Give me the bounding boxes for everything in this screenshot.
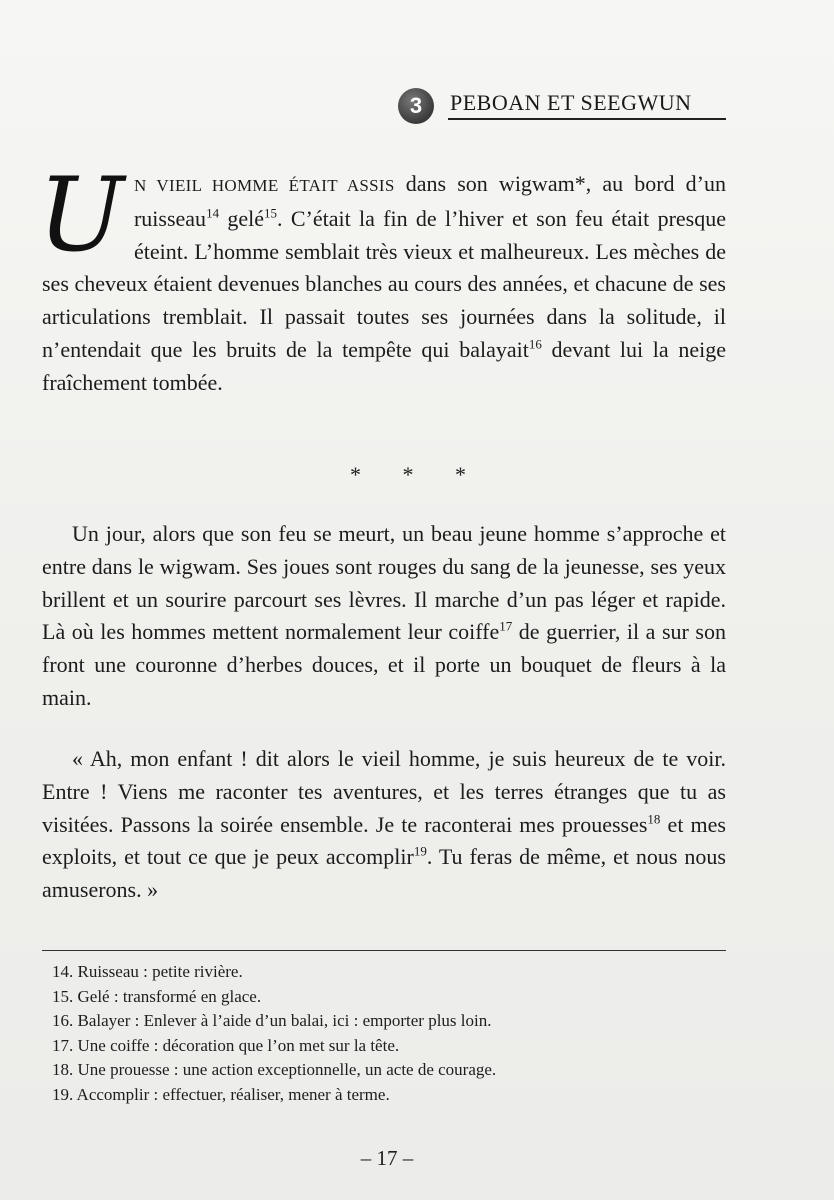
chapter-number-badge: 3 <box>398 88 434 124</box>
footnote-ref-15: 15 <box>264 205 278 221</box>
footnote-ref-19: 19 <box>413 844 427 860</box>
footnote-item: 14. Ruisseau : petite rivière. <box>52 962 243 981</box>
header-underline <box>448 118 726 120</box>
footnote-ref-18: 18 <box>647 811 661 827</box>
text-segment: dans son wigwam*, au bord d’un ruisseau <box>133 171 726 231</box>
footnote-item: 15. Gelé : transformé en glace. <box>52 986 262 1006</box>
footnote-ref-17: 17 <box>499 619 513 635</box>
paragraph-second <box>42 518 726 715</box>
drop-cap-letter: U <box>38 156 124 275</box>
opening-small-caps: N VIEIL HOMME ÉTAIT ASSIS <box>133 176 395 195</box>
footnote-item: 19. Accomplir : effectuer, réaliser, mener à terme. <box>52 1084 390 1104</box>
footnote-item: 18. Une prouesse : une action exceptionnelle, un acte de courage. <box>52 1060 497 1079</box>
chapter-header <box>398 86 728 122</box>
page-number: – 17 – <box>360 1146 414 1170</box>
footnote-ref-16: 16 <box>528 336 542 352</box>
footnote-item: 17. Une coiffe : décoration que l’on met sur la tête. <box>52 1035 400 1055</box>
footnote-divider <box>42 950 726 951</box>
text-segment: . C’était la fin de l’hiver et son feu était presque éteint. L’homme semblait très vieux et malheureux. Les mèches de ses cheveux étaient devenues blanches au cours des années, et chacune de ses articulations tremblait. Il passait toutes ses journées dans la solitude, il n’entendait que les bruits de la tempête qui balayait <box>42 205 726 362</box>
footnote-ref-14: 14 <box>206 205 220 221</box>
footnote-item: 16. Balayer : Enlever à l’aide d’un balai, ici : emporter plus loin. <box>52 1011 492 1030</box>
text-segment: devant lui la neige fraîchement tombée. <box>42 336 726 395</box>
footnotes-list <box>52 960 732 1107</box>
chapter-title: PEBOAN ET SEEGWUN <box>450 90 692 115</box>
section-separator: * * * <box>350 462 484 487</box>
text-segment: Un jour, alors que son feu se meurt, un beau jeune homme s’approche et entre dans le wigwam. Ses joues sont rouges du sang de la jeunesse, ses yeux brillent et un sourire parcourt ses lèvres. Il marche d’un pas léger et rapide. Là où les hommes mettent normalement leur coiffe <box>42 521 726 645</box>
text-segment: et mes exploits, et tout ce que je peux accomplir <box>42 811 726 870</box>
text-segment: « Ah, mon enfant ! dit alors le vieil homme, je suis heureux de te voir. Entre ! Viens me raconter tes aventures, et les terres étranges que tu as visitées. Passons la soirée ensemble. Je te raconterai mes prouesses <box>42 746 726 837</box>
text-segment: gelé <box>219 205 265 231</box>
paragraph-third <box>42 743 726 907</box>
text-segment: . Tu feras de même, et nous nous amuserons. » <box>42 844 726 903</box>
paragraph-opening <box>38 156 726 400</box>
text-segment: de guerrier, il a sur son front une couronne d’herbes douces, et il porte un bouquet de fleurs à la main. <box>42 619 726 710</box>
